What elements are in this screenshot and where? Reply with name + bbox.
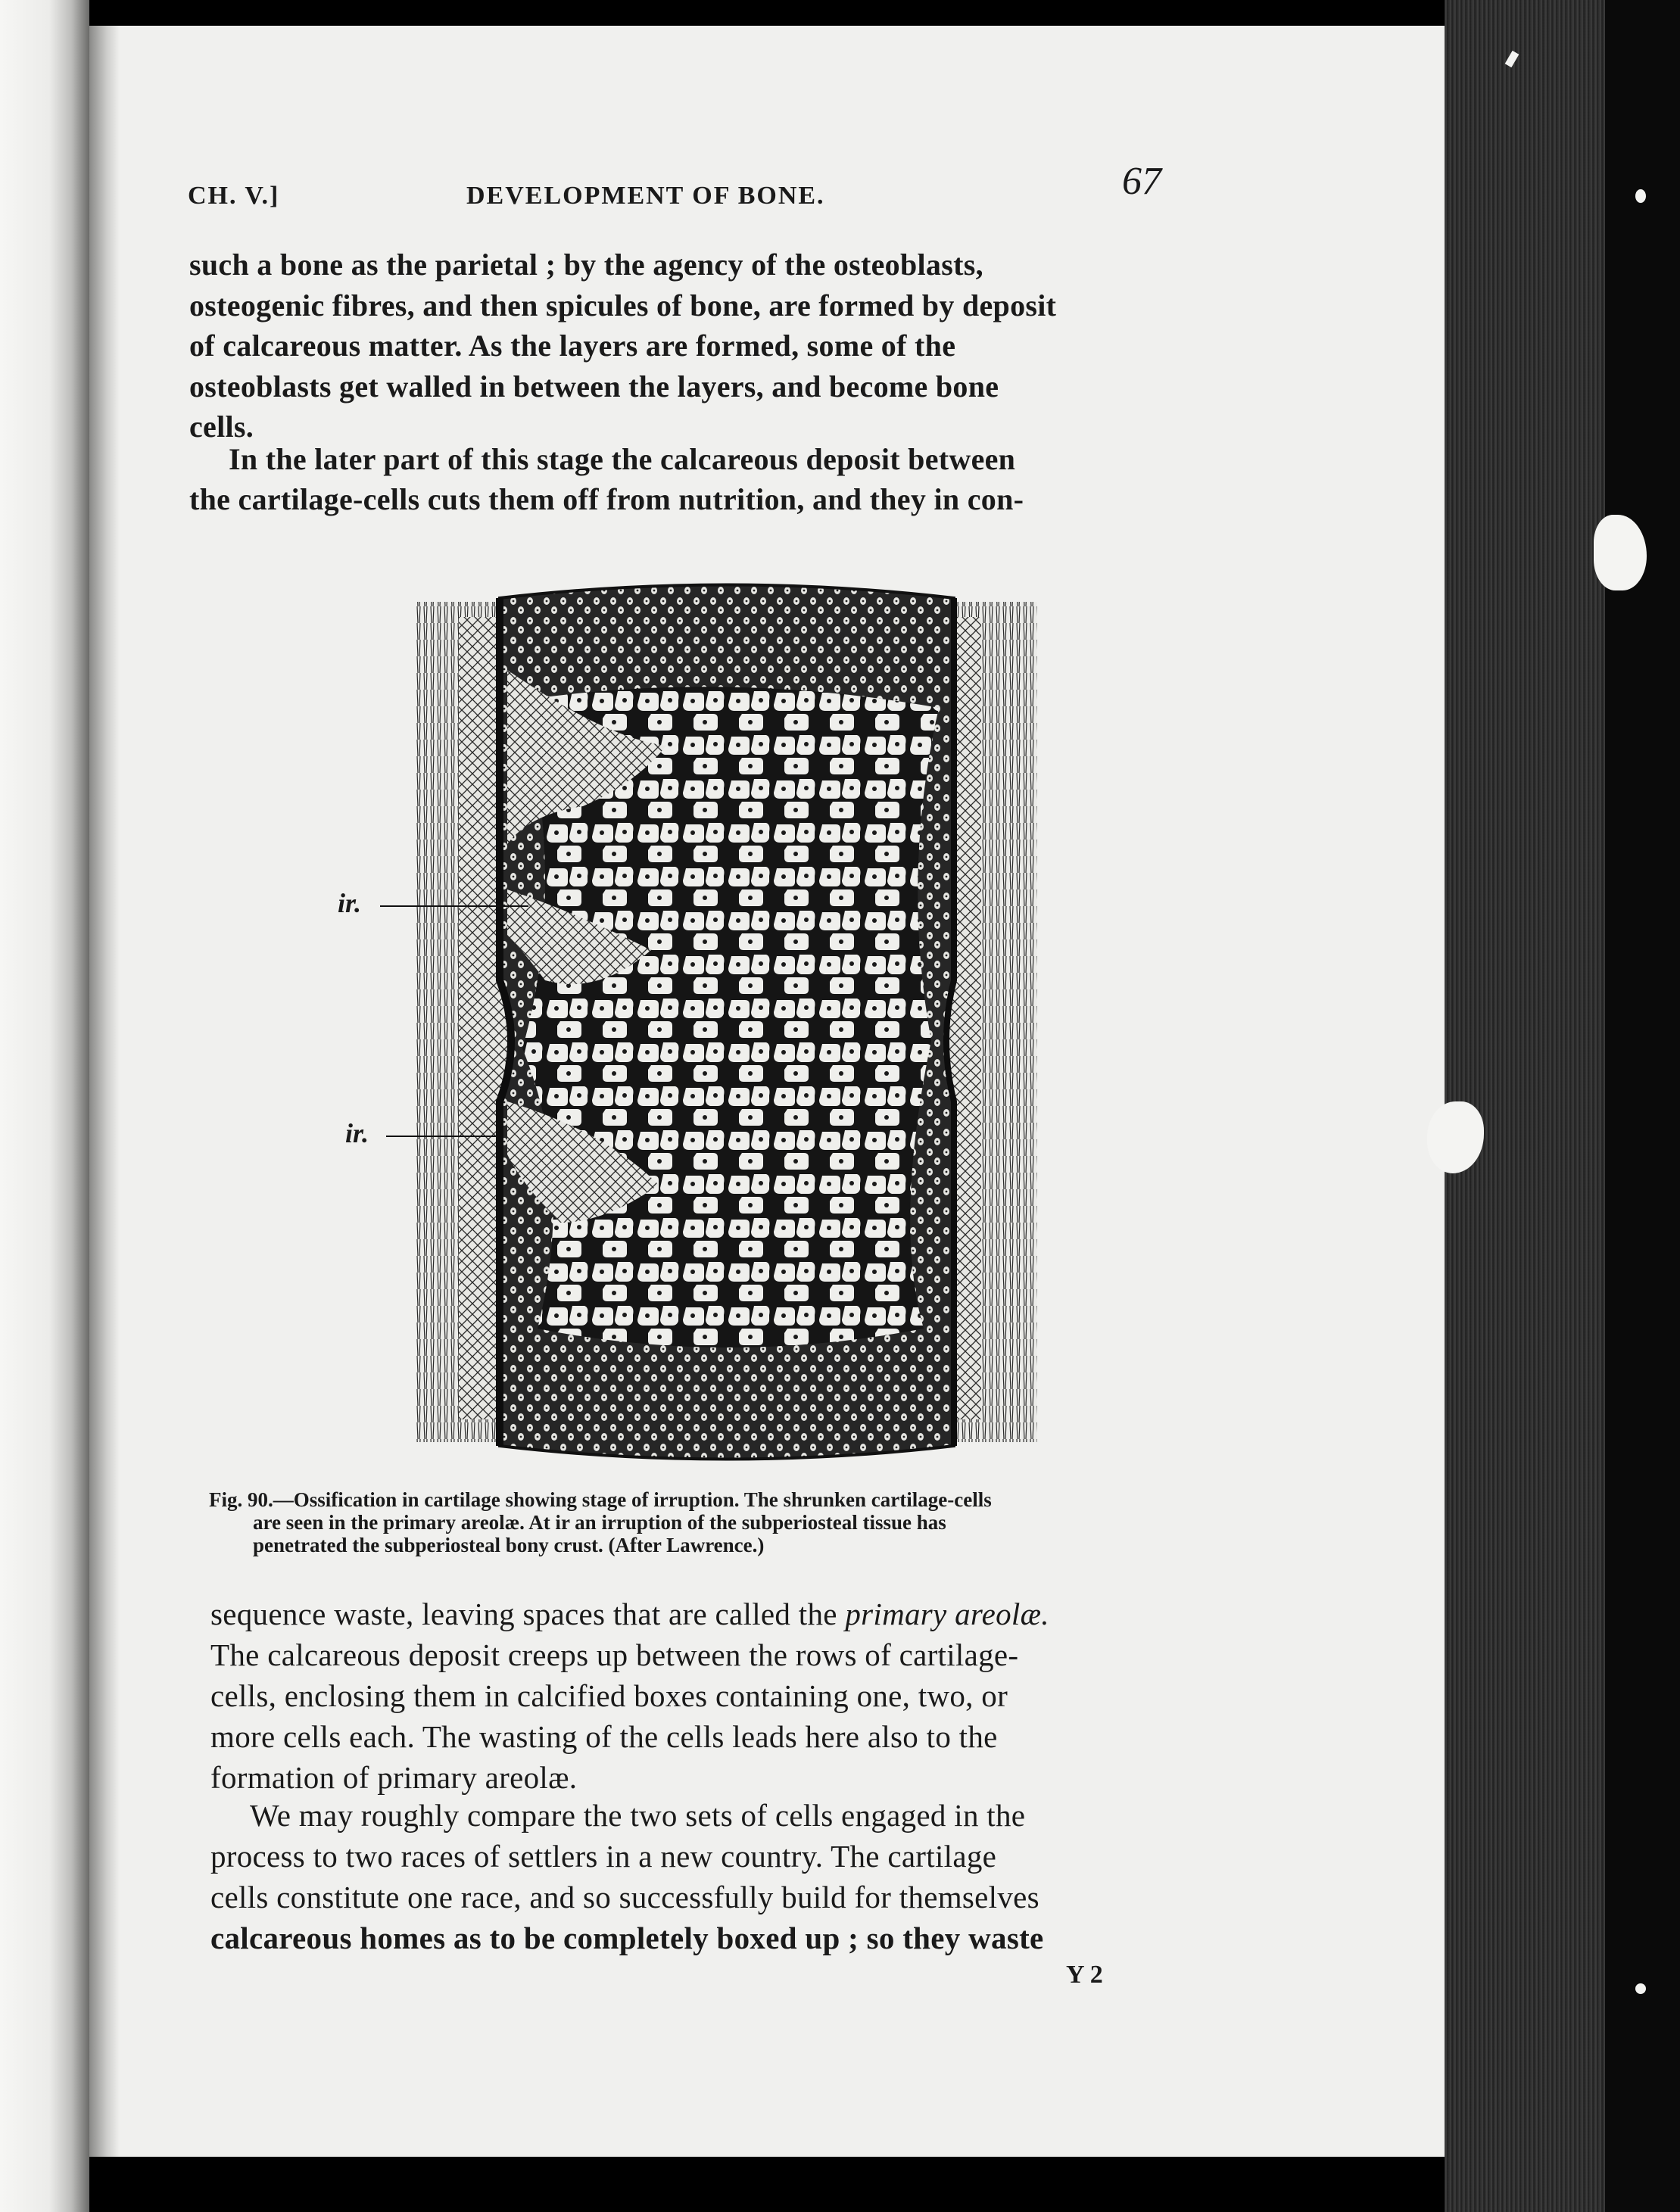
signature-mark: Y 2 [1066, 1961, 1103, 1989]
text-line: cells constitute one race, and so successfully build for themselves [210, 1880, 1039, 1914]
text-line: such a bone as the parietal ; by the agency of the osteoblasts, [189, 248, 983, 282]
facing-page-edge [0, 0, 89, 2212]
text-line: osteoblasts get walled in between the layers, and become bone [189, 369, 999, 403]
caption-line: are seen in the primary areolæ. At ir an irruption of the subperiosteal tissue has [253, 1511, 946, 1534]
italic-term: primary areolæ. [845, 1597, 1049, 1631]
figure-label-ir-lower: ir. [345, 1118, 369, 1148]
text-line: of calcareous matter. As the layers are formed, some of the [189, 329, 956, 363]
gutter-shadow [89, 26, 120, 2157]
text-line: The calcareous deposit creeps up between the rows of cartilage- [210, 1637, 1019, 1672]
text-line: the cartilage-cells cuts them off from nutrition, and they in con- [189, 482, 1024, 516]
text-line [210, 1596, 1049, 1632]
ossification-illustration [409, 556, 1045, 1465]
text-line: more cells each. The wasting of the cells leads here also to the [210, 1719, 998, 1754]
leader-line [386, 1136, 497, 1137]
text-line: cells. [189, 410, 254, 444]
dust-speck [1635, 189, 1646, 203]
text-span: sequence waste, leaving spaces that are called the [210, 1597, 837, 1631]
text-line: formation of primary areolæ. [210, 1760, 578, 1795]
text-line: We may roughly compare the two sets of cells engaged in the [250, 1798, 1026, 1833]
text-line: In the later part of this stage the calcareous deposit between [229, 442, 1016, 476]
text-line: calcareous homes as to be completely boxed up ; so they waste [210, 1921, 1044, 1955]
text-line: cells, enclosing them in calcified boxes containing one, two, or [210, 1678, 1008, 1713]
text-line: osteogenic fibres, and then spicules of bone, are formed by deposit [189, 288, 1057, 322]
caption-line: Fig. 90.—Ossification in cartilage showing stage of irruption. The shrunken cartilage-cells [209, 1488, 992, 1511]
running-title: DEVELOPMENT OF BONE. [466, 182, 825, 210]
page-number: 67 [1122, 160, 1161, 203]
leader-line [380, 905, 528, 907]
scan-background [1605, 0, 1680, 2212]
caption-line: penetrated the subperiosteal bony crust. (After Lawrence.) [253, 1534, 765, 1556]
chapter-marker: CH. V.] [188, 182, 280, 210]
dust-speck [1635, 1983, 1646, 1994]
figure-label-ir-upper: ir. [338, 888, 362, 918]
text-line: process to two races of settlers in a new country. The cartilage [210, 1839, 997, 1874]
